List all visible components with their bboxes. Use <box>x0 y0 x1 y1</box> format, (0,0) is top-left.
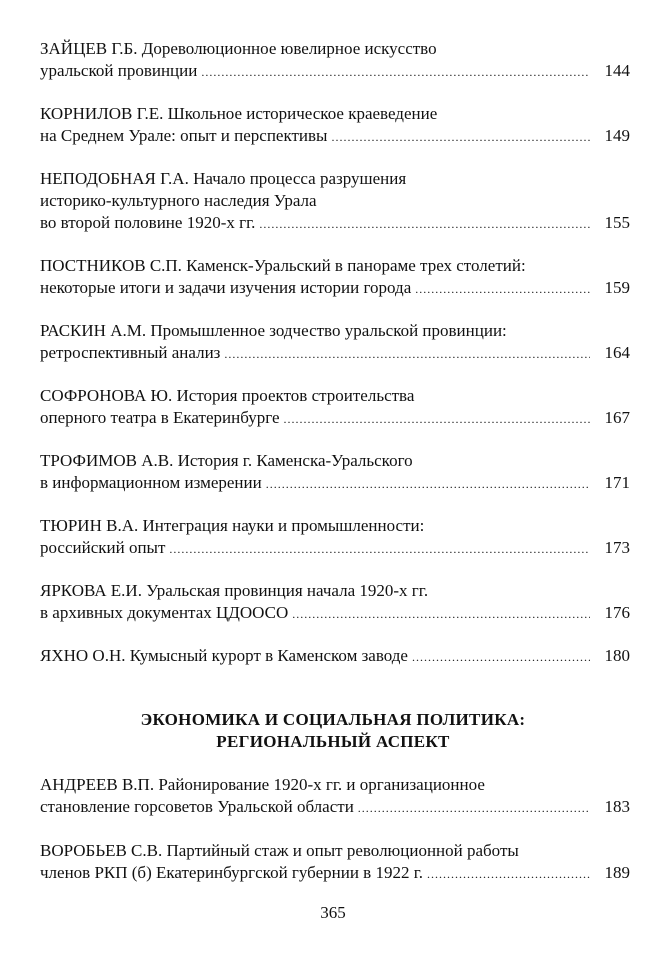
toc-entry-last-line <box>40 602 630 625</box>
toc-page-number: 149 <box>604 126 630 145</box>
toc-entry <box>40 515 630 560</box>
toc-entry-title-end: членов РКП (б) Екатеринбургской губернии в 1922 г. <box>40 863 424 882</box>
toc-entry-title-line: КОРНИЛОВ Г.Е. Школьное историческое краеведение <box>40 104 438 123</box>
toc-entry <box>40 450 630 495</box>
toc-entry-title-end: уральской провинции <box>40 61 198 80</box>
toc-entry-title-line: ЯРКОВА Е.И. Уральская провинция начала 1920-х гг. <box>40 581 429 600</box>
toc-entry <box>40 103 630 148</box>
toc-entry-title-end: в архивных документах ЦДООСО <box>40 603 289 622</box>
dot-leader <box>427 863 590 885</box>
toc-page-number: 180 <box>604 646 630 665</box>
toc-entry-title-end: во второй половине 1920-х гг. <box>40 213 256 232</box>
toc-entry-title-line: АНДРЕЕВ В.П. Районирование 1920-х гг. и организационное <box>40 775 485 794</box>
toc-entry-last-line <box>40 472 630 495</box>
dot-leader <box>201 61 590 83</box>
toc-entry-title-line: историко-культурного наследия Урала <box>40 191 317 210</box>
section-heading-line: ЭКОНОМИКА И СОЦИАЛЬНАЯ ПОЛИТИКА: <box>140 710 526 729</box>
toc-entry-last-line <box>40 537 630 560</box>
toc-page-number: 144 <box>604 61 630 80</box>
toc-entry-title-line: РАСКИН А.М. Промышленное зодчество уральской провинции: <box>40 321 507 340</box>
toc-entry-last-line <box>40 125 630 148</box>
toc-entry-last-line <box>40 796 630 819</box>
dot-leader <box>412 646 590 668</box>
toc-entry-title-line: ПОСТНИКОВ С.П. Каменск-Уральский в панораме трех столетий: <box>40 256 526 275</box>
toc-entry-last-line <box>40 862 630 885</box>
toc-entry-title-line: ЗАЙЦЕВ Г.Б. Дореволюционное ювелирное искусство <box>40 39 437 58</box>
toc-entry <box>40 320 630 365</box>
toc-entry-last-line <box>40 277 630 300</box>
toc-entry <box>40 580 630 625</box>
toc-entry <box>40 774 630 819</box>
toc-entry <box>40 840 630 885</box>
page-number-footer: 365 <box>320 903 346 922</box>
dot-leader <box>292 603 590 625</box>
toc-entry-title-end: ретроспективный анализ <box>40 343 221 362</box>
toc-entry-title-end: становление горсоветов Уральской области <box>40 797 354 816</box>
toc-entry-title-end: некоторые итоги и задачи изучения истории города <box>40 278 412 297</box>
dot-leader <box>259 213 590 235</box>
toc-entry-title-end: в информационном измерении <box>40 473 262 492</box>
toc-entry-title-end: ЯХНО О.Н. Кумысный курорт в Каменском заводе <box>40 646 408 665</box>
toc-page-number: 189 <box>604 863 630 882</box>
section-heading-line: РЕГИОНАЛЬНЫЙ АСПЕКТ <box>216 732 450 751</box>
toc-entry <box>40 645 630 668</box>
dot-leader <box>169 538 590 560</box>
toc-entry <box>40 168 630 235</box>
toc-entry <box>40 385 630 430</box>
toc-entry-title-end: российский опыт <box>40 538 166 557</box>
toc-page-number: 171 <box>604 473 630 492</box>
dot-leader <box>358 797 590 819</box>
toc-page-number: 183 <box>604 797 630 816</box>
section-heading <box>0 709 666 753</box>
toc-entry-title-line: ТРОФИМОВ А.В. История г. Каменска-Уральского <box>40 451 413 470</box>
toc-entry-last-line <box>40 645 630 668</box>
toc-page-number: 164 <box>604 343 630 362</box>
toc-entry-title-line: ВОРОБЬЕВ С.В. Партийный стаж и опыт революционной работы <box>40 841 519 860</box>
toc-entry-last-line <box>40 407 630 430</box>
toc-entry-title-line: ТЮРИН В.А. Интеграция науки и промышленности: <box>40 516 425 535</box>
dot-leader <box>331 126 590 148</box>
toc-page-number: 173 <box>604 538 630 557</box>
toc-page-number: 159 <box>604 278 630 297</box>
toc-entry-title-end: на Среднем Урале: опыт и перспективы <box>40 126 328 145</box>
dot-leader <box>224 343 590 365</box>
dot-leader <box>266 473 590 495</box>
toc-entry-last-line <box>40 60 630 83</box>
toc-entry-last-line <box>40 342 630 365</box>
toc-entry-last-line <box>40 212 630 235</box>
dot-leader <box>284 408 591 430</box>
toc-page-number: 167 <box>604 408 630 427</box>
toc-entry-title-line: СОФРОНОВА Ю. История проектов строительства <box>40 386 415 405</box>
toc-entry-title-line: НЕПОДОБНАЯ Г.А. Начало процесса разрушения <box>40 169 407 188</box>
dot-leader <box>415 278 590 300</box>
toc-entry <box>40 255 630 300</box>
toc-entry <box>40 38 630 83</box>
toc-page-number: 155 <box>604 213 630 232</box>
toc-page-number: 176 <box>604 603 630 622</box>
toc-entry-title-end: оперного театра в Екатеринбурге <box>40 408 280 427</box>
